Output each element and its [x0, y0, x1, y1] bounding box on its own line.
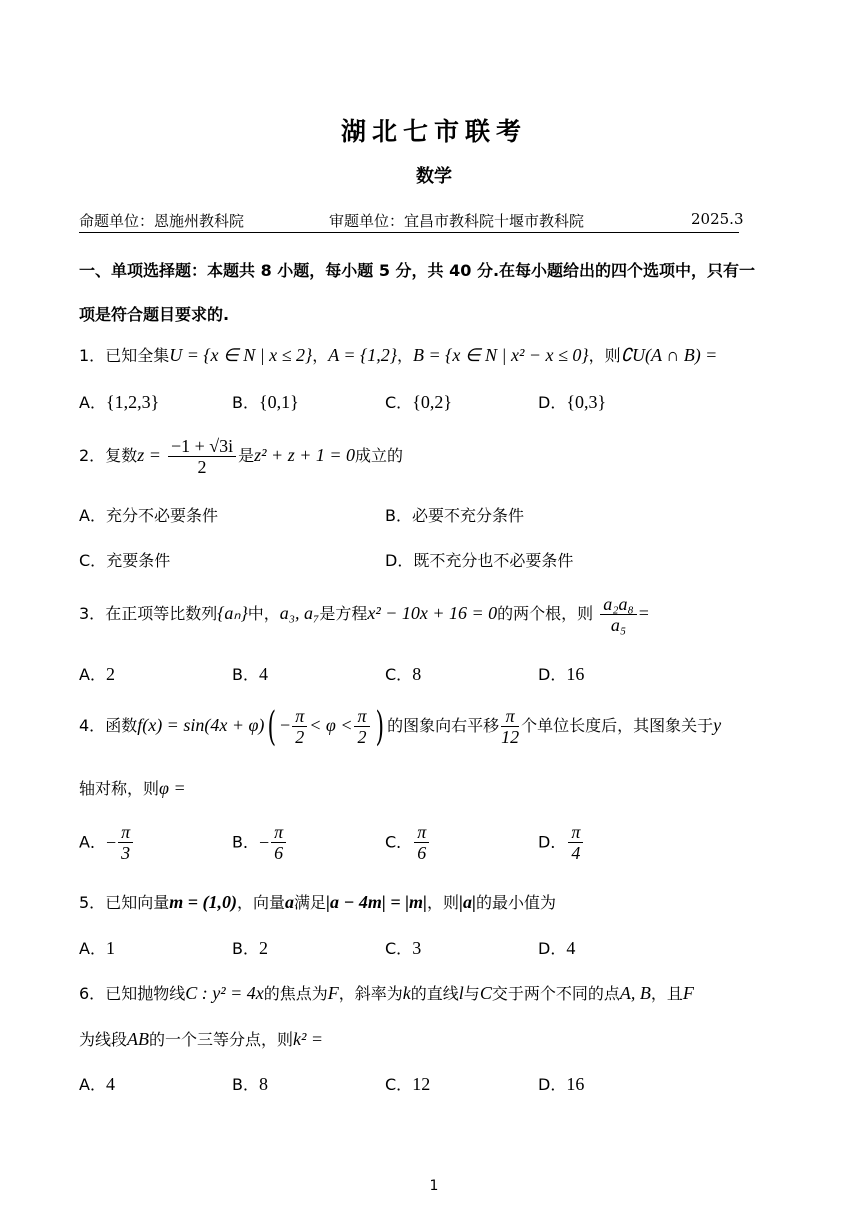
math-expression: U = {x ∈ N | x ≤ 2}: [169, 345, 313, 365]
option-c: C．3: [385, 938, 422, 958]
option-c: C．12: [385, 1074, 431, 1094]
option-a: A．充分不必要条件: [79, 506, 218, 525]
option-c: C．{0,2}: [385, 392, 452, 412]
fraction: $\frac{\text{a₂a₈}}{\text{a₅}}$: [600, 594, 637, 635]
option-c: C． $\frac{\pi}{6}$: [385, 822, 431, 863]
question-3-options: [79, 664, 779, 688]
question-number: 3．: [79, 604, 106, 623]
fraction: $\frac{-1 + √3i}{2}$: [168, 436, 236, 477]
option-a: A．1: [79, 938, 115, 958]
question-number: 4．: [79, 716, 106, 735]
section-heading: 一、单项选择题：本题共 8 小题，每小题 5 分，共 40 分.在每小题给出的四个选项中，只有一: [79, 261, 756, 280]
math-expression: x² − 10x + 16 = 0: [367, 603, 498, 623]
question-number: 1．: [79, 346, 106, 365]
fraction: $\frac{\pi}{2}$: [292, 706, 307, 747]
page-number: 1: [429, 1178, 439, 1194]
exam-date: 2025.3: [691, 210, 744, 228]
option-a: A．2: [79, 664, 115, 684]
math-expression: A = {1,2}: [328, 345, 397, 365]
question-2-options-row2: [79, 551, 779, 575]
option-a: A．− $\frac{\pi}{3}$: [79, 822, 135, 863]
math-expression: ∁U(A ∩ B) =: [620, 345, 718, 365]
option-b: B．8: [232, 1074, 268, 1094]
question-6-cont: 为线段AB的一个三等分点，则k² =: [79, 1029, 324, 1049]
fraction: $\frac{\pi}{12}$: [501, 706, 520, 747]
math-expression: z² + z + 1 = 0: [254, 445, 356, 465]
option-b: B．4: [232, 664, 268, 684]
fraction: $\frac{\pi}{2}$: [354, 706, 369, 747]
exam-info-line: [79, 210, 744, 233]
option-c: C．8: [385, 664, 422, 684]
option-b: B．− $\frac{\pi}{6}$: [232, 822, 288, 863]
option-b: B．{0,1}: [232, 392, 299, 412]
question-6-options: [79, 1074, 779, 1098]
question-number: 6．: [79, 984, 106, 1003]
option-a: A．4: [79, 1074, 115, 1094]
option-b: B．2: [232, 938, 268, 958]
math-expression: C : y² = 4x: [185, 983, 264, 1003]
proposer: 命题单位：恩施州教科院: [79, 212, 245, 230]
question-2: 2．复数z = $\frac{-1 + √3i}{2}$ 是z² + z + 1 = 0成立的: [79, 436, 404, 477]
option-d: D．16: [538, 664, 585, 684]
section-heading-cont: 项是符合题目要求的.: [79, 305, 230, 324]
question-3: 3．在正项等比数列{aₙ}中，a₃, a₇是方程x² − 10x + 16 = 0的两个根，则 $\frac{\text{a₂a₈}}{\text{a₅}}$ =: [79, 594, 649, 635]
math-expression: f(x) = sin(4x + φ): [137, 715, 265, 735]
option-d: D．4: [538, 938, 576, 958]
option-d: D．既不充分也不必要条件: [385, 551, 574, 570]
question-number: 5．: [79, 893, 106, 912]
option-d: D．{0,3}: [538, 392, 607, 412]
math-expression: |a − 4m| = |m|: [325, 892, 428, 912]
question-4: 4．函数f(x) = sin(4x + φ)( − $\frac{\pi}{2}$ < φ < $\frac{\pi}{2}$ ) 的图象向右平移 $\frac{\pi}{12}$ 个单位长度后，其图象关于y: [79, 703, 722, 750]
question-1-options: [79, 392, 779, 416]
question-5-options: [79, 938, 779, 962]
math-expression: B = {x ∈ N | x² − x ≤ 0}: [413, 345, 589, 365]
option-c: C．充要条件: [79, 551, 171, 570]
question-1: 1．已知全集U = {x ∈ N | x ≤ 2}，A = {1,2}，B = {x ∈ N | x² − x ≤ 0}，则∁U(A ∩ B) =: [79, 345, 718, 365]
option-d: D．16: [538, 1074, 585, 1094]
option-d: D． $\frac{\pi}{4}$: [538, 822, 585, 863]
option-a: A．{1,2,3}: [79, 392, 160, 412]
reviewer: 审题单位：宜昌市教科院十堰市教科院: [329, 212, 585, 230]
exam-title: 湖北七市联考: [340, 117, 527, 146]
option-b: B．必要不充分条件: [385, 506, 524, 525]
question-2-options-row1: [79, 506, 779, 530]
question-4-options: [79, 822, 779, 872]
subject-title: 数学: [416, 166, 452, 187]
math-expression: m = (1,0): [169, 892, 237, 912]
question-number: 2．: [79, 446, 106, 465]
question-4-cont: 轴对称，则φ =: [79, 778, 186, 798]
question-5: 5．已知向量m = (1,0)，向量a满足|a − 4m| = |m|，则|a|的最小值为: [79, 892, 556, 912]
question-6: 6．已知抛物线C : y² = 4x的焦点为F，斜率为k的直线l与C交于两个不同的点A, B，且F: [79, 983, 694, 1003]
